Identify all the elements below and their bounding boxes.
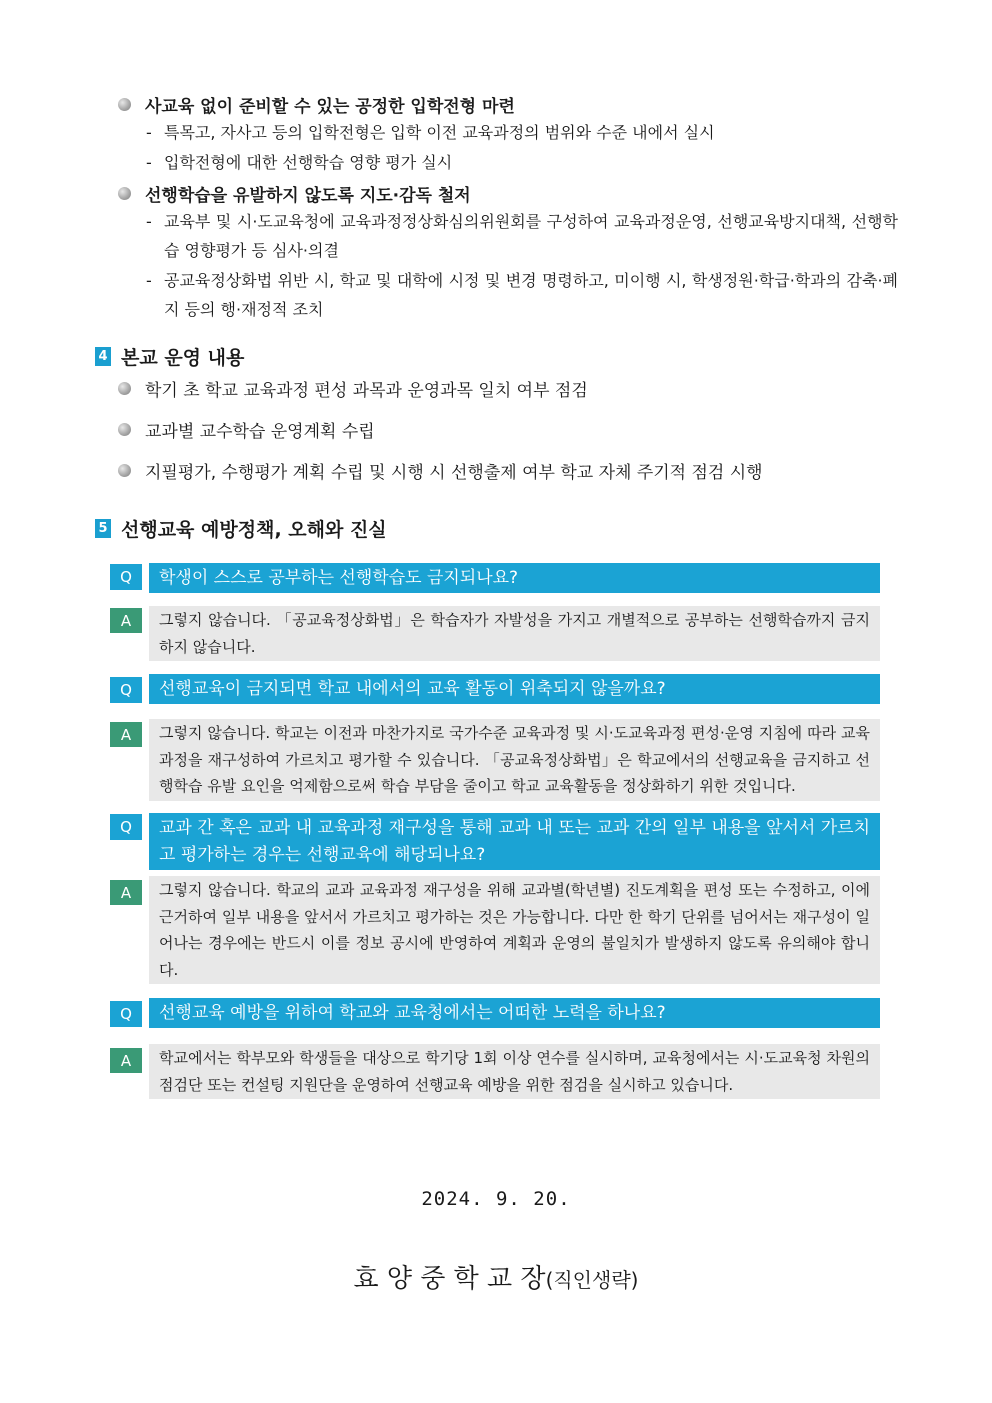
sub-item: - 특목고, 자사고 등의 입학전형은 입학 이전 교육과정의 범위와 수준 내에서 실시 [146,123,715,142]
section-number-badge: 4 [95,347,111,366]
bullet-dot-icon [118,464,131,477]
section-heading-4 [95,343,244,370]
section-number-badge: 5 [95,519,111,538]
answer-box: 그렇지 않습니다. 「공교육정상화법」은 학습자가 자발성을 가지고 개별적으로 공부하는 선행학습까지 금지하지 않습니다. [149,606,880,661]
answer-badge: A [110,608,142,633]
bullet-dot-icon [118,98,131,111]
answer-box: 그렇지 않습니다. 학교는 이전과 마찬가지로 국가수준 교육과정 및 시·도교육과정 편성·운영 지침에 따라 교육과정을 재구성하여 가르치고 평가할 수 있습니다. 「공교육정상화법」은 학교에서의 선행교육을 금지하고 선행학습 유발 요인을 억제함으로써 학습 부담을 줄이고 학교 교육활동을 정상화하기 위한 것입니다. [149,719,880,801]
answer-box: 그렇지 않습니다. 학교의 교과 교육과정 재구성을 위해 교과별(학년별) 진도계획을 편성 또는 수정하고, 이에 근거하여 일부 내용을 앞서서 가르치고 평가하는 것은 가능합니다. 다만 한 학기 단위를 넘어서는 재구성이 일어나는 경우에는 반드시 이를 정보 공시에 반영하여 계획과 운영의 불일치가 발생하지 않도록 유의해야 합니다. [149,876,880,984]
section-title: 본교 운영 내용 [121,347,245,369]
question-bar: 선행교육 예방을 위하여 학교와 교육청에서는 어떠한 노력을 하나요? [149,998,880,1028]
question-badge: Q [110,1001,142,1027]
list-item: 교과별 교수학습 운영계획 수립 [118,417,375,442]
question-bar: 교과 간 혹은 교과 내 교육과정 재구성을 통해 교과 내 또는 교과 간의 일부 내용을 앞서서 가르치고 평가하는 경우는 선행교육에 해당되나요? [149,813,880,870]
answer-badge: A [110,880,142,905]
signature-text: 효 양 중 학 교 장 [353,1264,546,1294]
question-badge: Q [110,564,142,590]
bullet-supervision [118,181,471,206]
sub-item: - 교육부 및 시·도교육청에 교육과정정상화심의위원회를 구성하여 교육과정운영, 선행교육방지대책, 선행학습 영향평가 등 심사·의결 [146,212,898,260]
sub-item: - 입학전형에 대한 선행학습 영향 평가 실시 [146,153,453,172]
list-item: 지필평가, 수행평가 계획 수립 및 시행 시 선행출제 여부 학교 자체 주기적 점검 시행 [118,458,763,483]
section-heading-5 [95,515,387,542]
answer-badge: A [110,1048,142,1073]
principal-signature [0,1258,992,1295]
bullet-dot-icon [118,423,131,436]
question-badge: Q [110,814,142,840]
seal-note: (직인생략) [545,1268,639,1292]
list-item: 학기 초 학교 교육과정 편성 과목과 운영과목 일치 여부 점검 [118,376,588,401]
answer-badge: A [110,722,142,747]
question-bar: 학생이 스스로 공부하는 선행학습도 금지되나요? [149,563,880,593]
sub-item: - 공교육정상화법 위반 시, 학교 및 대학에 시정 및 변경 명령하고, 미이행 시, 학생정원·학급·학과의 감축·폐지 등의 행·재정적 조치 [146,271,898,319]
question-bar: 선행교육이 금지되면 학교 내에서의 교육 활동이 위축되지 않을까요? [149,674,880,704]
question-badge: Q [110,677,142,703]
bullet-title: 선행학습을 유발하지 않도록 지도·감독 철저 [145,186,471,206]
answer-box: 학교에서는 학부모와 학생들을 대상으로 학기당 1회 이상 연수를 실시하며, 교육청에서는 시·도교육청 차원의 점검단 또는 컨설팅 지원단을 운영하여 선행교육 예방을 위한 점검을 실시하고 있습니다. [149,1044,880,1099]
section-title: 선행교육 예방정책, 오해와 진실 [121,519,387,541]
bullet-fair-admission [118,92,515,117]
bullet-title: 사교육 없이 준비할 수 있는 공정한 입학전형 마련 [145,97,515,117]
bullet-dot-icon [118,187,131,200]
bullet-dot-icon [118,382,131,395]
document-date: 2024. 9. 20. [421,1188,571,1210]
